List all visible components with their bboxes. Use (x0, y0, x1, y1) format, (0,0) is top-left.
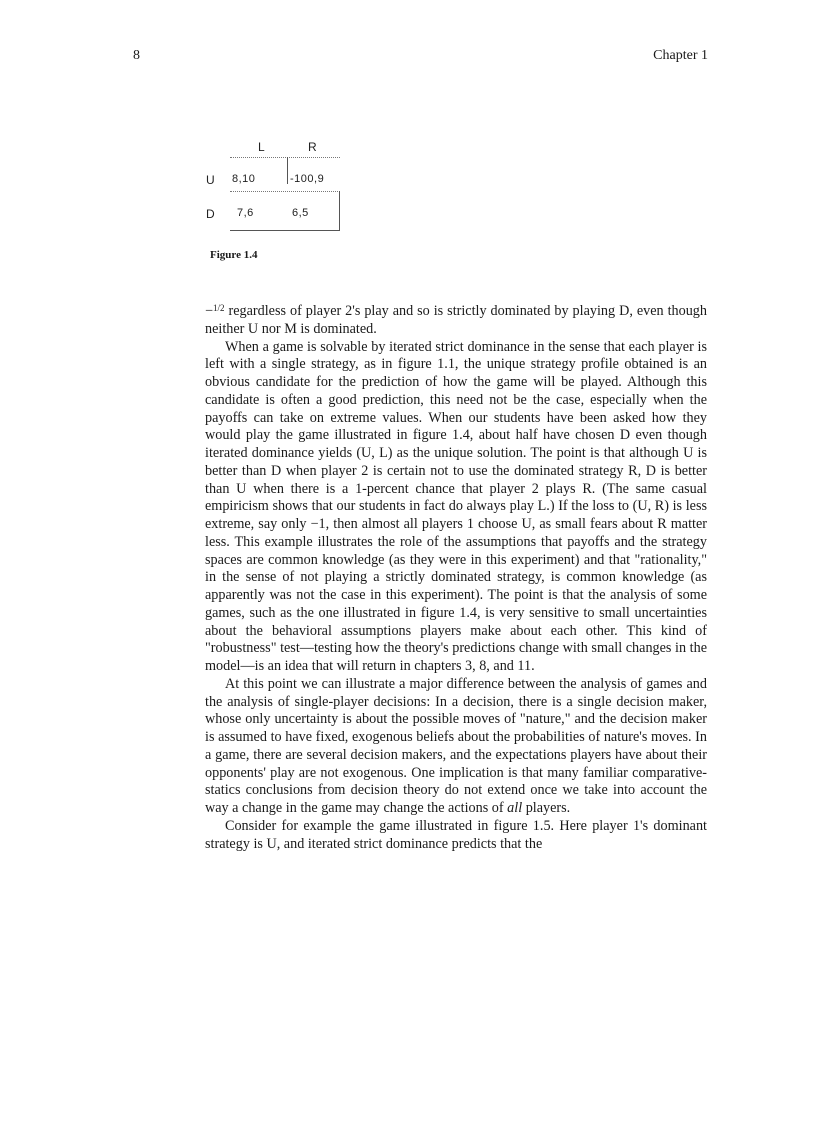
row-label-U: U (206, 173, 215, 187)
page-number: 8 (133, 48, 140, 63)
payoff-matrix (196, 140, 356, 240)
payoff-D-R: 6,5 (292, 207, 309, 219)
paragraph-text: regardless of player 2's play and so is strictly dominated by playing D, even though neither U nor M is dominated. (205, 303, 707, 337)
payoff-U-L: 8,10 (232, 173, 256, 185)
grid-line (339, 191, 340, 231)
column-label-R: R (308, 140, 317, 154)
body-text (205, 300, 707, 853)
row-label-D: D (206, 207, 215, 221)
paragraph: Consider for example the game illustrated in figure 1.5. Here player 1's dominant strategy is U, and iterated strict dominance predicts that the (205, 817, 707, 852)
minus-sign: − (205, 303, 214, 319)
payoff-U-R: -100,9 (290, 173, 325, 185)
grid-line (287, 157, 288, 184)
emphasis: all (507, 800, 523, 816)
paragraph (205, 676, 707, 818)
grid-line (230, 157, 340, 158)
paragraph: When a game is solvable by iterated strict dominance in the sense that each player is left with a single strategy, as in figure 1.1, the unique strategy profile obtained is an obvious candidate for the prediction of how the game will be played. Although this candidate is often a good prediction, this need not be the case, especially when the payoffs can take on extreme values. When our students have been asked how they would play the game illustrated in figure 1.4, about half have chosen D even though iterated dominance yields (U, L) as the unique solution. The point is that although U is better than D when player 2 is certain not to use the dominated strategy R, D is better than U when there is a 1-percent chance that player 2 plays R. (The same casual empiricism shows that our students in fact do always play L.) If the loss to (U, R) is less extreme, say only −1, then almost all players 1 choose U, as small fears about R matter less. This example illustrates the role of the assumptions that payoffs and the strategy spaces are common knowledge (as they were in this experiment) and that "rationality," in the sense of not playing a strictly dominated strategy, is common knowledge (as apparently was not the case in this experiment). The point is that the analysis of some games, such as the one illustrated in figure 1.4, is very sensitive to small uncertainties about the behavioral assumptions players make about each other. This kind of "robustness" test—testing how the theory's predictions change with small changes in the model—is an idea that will return in chapters 3, 8, and 11. (205, 338, 707, 674)
grid-line (230, 191, 340, 192)
column-label-L: L (258, 140, 265, 154)
fraction: 1/2 (213, 303, 225, 313)
payoff-D-L: 7,6 (237, 207, 254, 219)
paragraph-text: At this point we can illustrate a major difference between the analysis of games and the analysis of single-player decisions: In a decision, there is a single decision maker, whose only uncertainty is about the possible moves of "nature," and the decision maker is assumed to have fixed, exogenous beliefs about the probabilities of nature's moves. In a game, there are several decision makers, and the expectations players have about their opponents' play are not exogenous. One implication is that many familiar comparative-statics conclusions from decision theory do not extend once we take into account the way a change in the game may change the actions of (205, 675, 707, 816)
figure-caption: Figure 1.4 (210, 249, 258, 261)
running-head-chapter: Chapter 1 (653, 48, 708, 63)
paragraph-text: players. (522, 800, 571, 816)
paragraph (205, 300, 707, 339)
grid-line (230, 230, 340, 231)
